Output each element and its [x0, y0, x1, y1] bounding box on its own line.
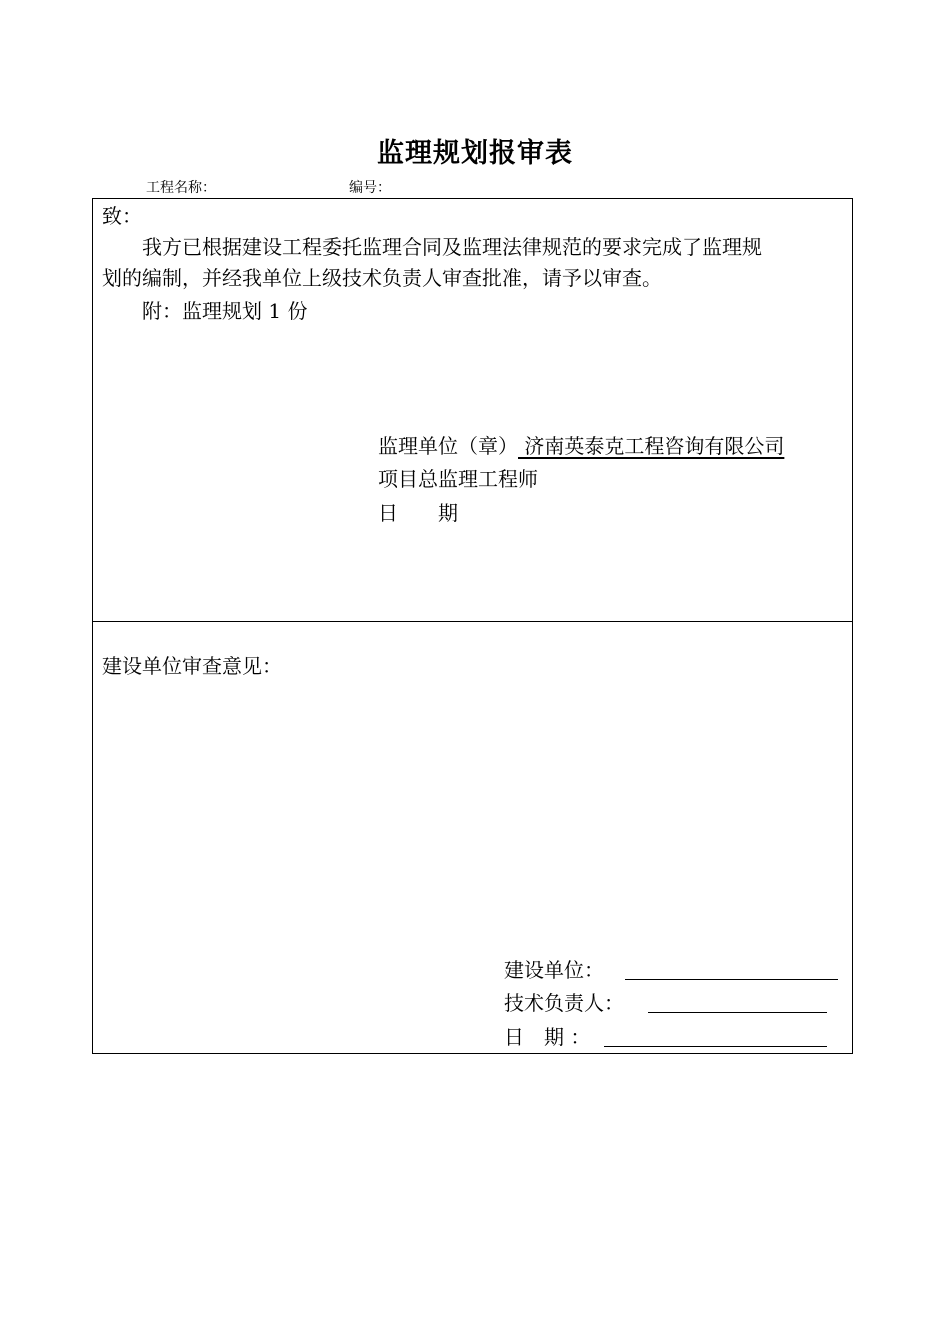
project-name-label: 工程名称： — [146, 180, 216, 196]
supervision-unit-row — [378, 430, 784, 463]
owner-unit-signature-line[interactable] — [625, 978, 838, 980]
chief-engineer-label: 项目总监理工程师 — [378, 467, 538, 491]
body-line-1: 我方已根据建设工程委托监理合同及监理法律规范的要求完成了监理规 — [142, 235, 762, 259]
form-table — [92, 198, 853, 1054]
supervision-unit-value: 济南英泰克工程咨询有限公司 — [518, 434, 785, 458]
body-line-2: 划的编制，并经我单位上级技术负责人审查批准，请予以审查。 — [102, 266, 662, 290]
to-label: 致： — [102, 204, 142, 228]
owner-unit-label: 建设单位： — [504, 958, 604, 982]
supervision-unit-label: 监理单位（章） — [378, 434, 518, 458]
tech-lead-signature-line[interactable] — [648, 1011, 827, 1013]
owner-opinion-label: 建设单位审查意见： — [102, 654, 282, 678]
form-title: 监理规划报审表 — [377, 138, 573, 169]
owner-date-label: 日 期 ： — [504, 1025, 591, 1049]
owner-date-line[interactable] — [604, 1045, 827, 1047]
number-label: 编号： — [349, 180, 391, 196]
supervisor-date-label: 日 期 — [378, 501, 458, 525]
section-divider — [93, 621, 852, 622]
attachment-note: 附：监理规划 1 份 — [142, 299, 308, 323]
tech-lead-label: 技术负责人： — [504, 991, 624, 1015]
